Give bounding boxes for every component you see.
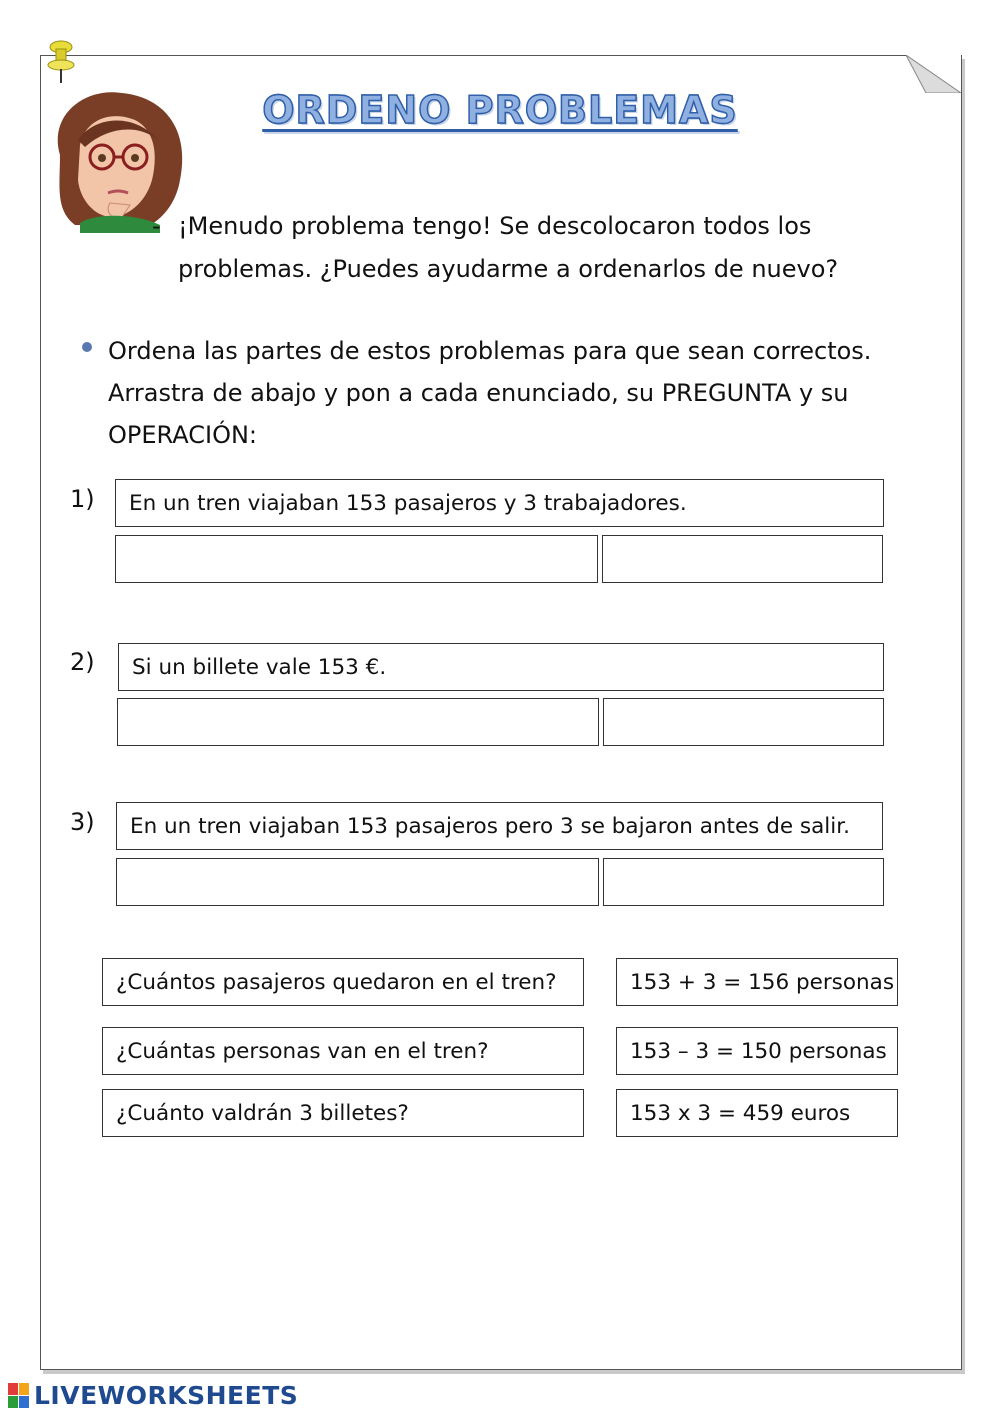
page-title: ORDENO PROBLEMAS xyxy=(262,88,738,132)
draggable-operation-2[interactable]: 153 – 3 = 150 personas xyxy=(616,1027,898,1075)
bullet-icon xyxy=(82,342,92,352)
problem-2-number: 2) xyxy=(70,648,95,676)
problem-3-statement: En un tren viajaban 153 pasajeros pero 3 se bajaron antes de salir. xyxy=(116,802,883,850)
draggable-operation-1[interactable]: 153 + 3 = 156 personas xyxy=(616,958,898,1006)
problem-1-operation-dropzone[interactable] xyxy=(602,535,883,583)
problem-3-number: 3) xyxy=(70,808,95,836)
speech-text xyxy=(152,205,912,291)
draggable-operation-3[interactable]: 153 x 3 = 459 euros xyxy=(616,1089,898,1137)
instruction-line-2: Arrastra de abajo y pon a cada enunciado, su PREGUNTA y su xyxy=(108,379,849,407)
instruction-line-1: Ordena las partes de estos problemas para que sean correctos. xyxy=(108,337,872,365)
problem-3-operation-dropzone[interactable] xyxy=(603,858,884,906)
problem-1-statement: En un tren viajaban 153 pasajeros y 3 trabajadores. xyxy=(115,479,884,527)
speech-dash: - xyxy=(152,212,161,240)
instruction-text xyxy=(82,330,922,456)
footer-brand[interactable]: LIVEWORKSHEETS xyxy=(34,1381,299,1410)
problem-2-statement: Si un billete vale 153 €. xyxy=(118,643,884,691)
problem-2-operation-dropzone[interactable] xyxy=(603,698,884,746)
liveworksheets-logo-icon xyxy=(8,1383,30,1409)
draggable-question-3[interactable]: ¿Cuánto valdrán 3 billetes? xyxy=(102,1089,584,1137)
speech-line-2: problemas. ¿Puedes ayudarme a ordenarlos de nuevo? xyxy=(178,255,839,283)
draggable-question-1[interactable]: ¿Cuántos pasajeros quedaron en el tren? xyxy=(102,958,584,1006)
problem-1-question-dropzone[interactable] xyxy=(115,535,598,583)
pushpin-icon xyxy=(44,38,78,84)
speech-line-1: ¡Menudo problema tengo! Se descolocaron todos los xyxy=(178,212,812,240)
problem-2-question-dropzone[interactable] xyxy=(117,698,599,746)
problem-1-number: 1) xyxy=(70,485,95,513)
footer xyxy=(8,1381,298,1410)
instruction-line-3: OPERACIÓN: xyxy=(108,421,257,449)
problem-3-question-dropzone[interactable] xyxy=(116,858,599,906)
draggable-question-2[interactable]: ¿Cuántas personas van en el tren? xyxy=(102,1027,584,1075)
